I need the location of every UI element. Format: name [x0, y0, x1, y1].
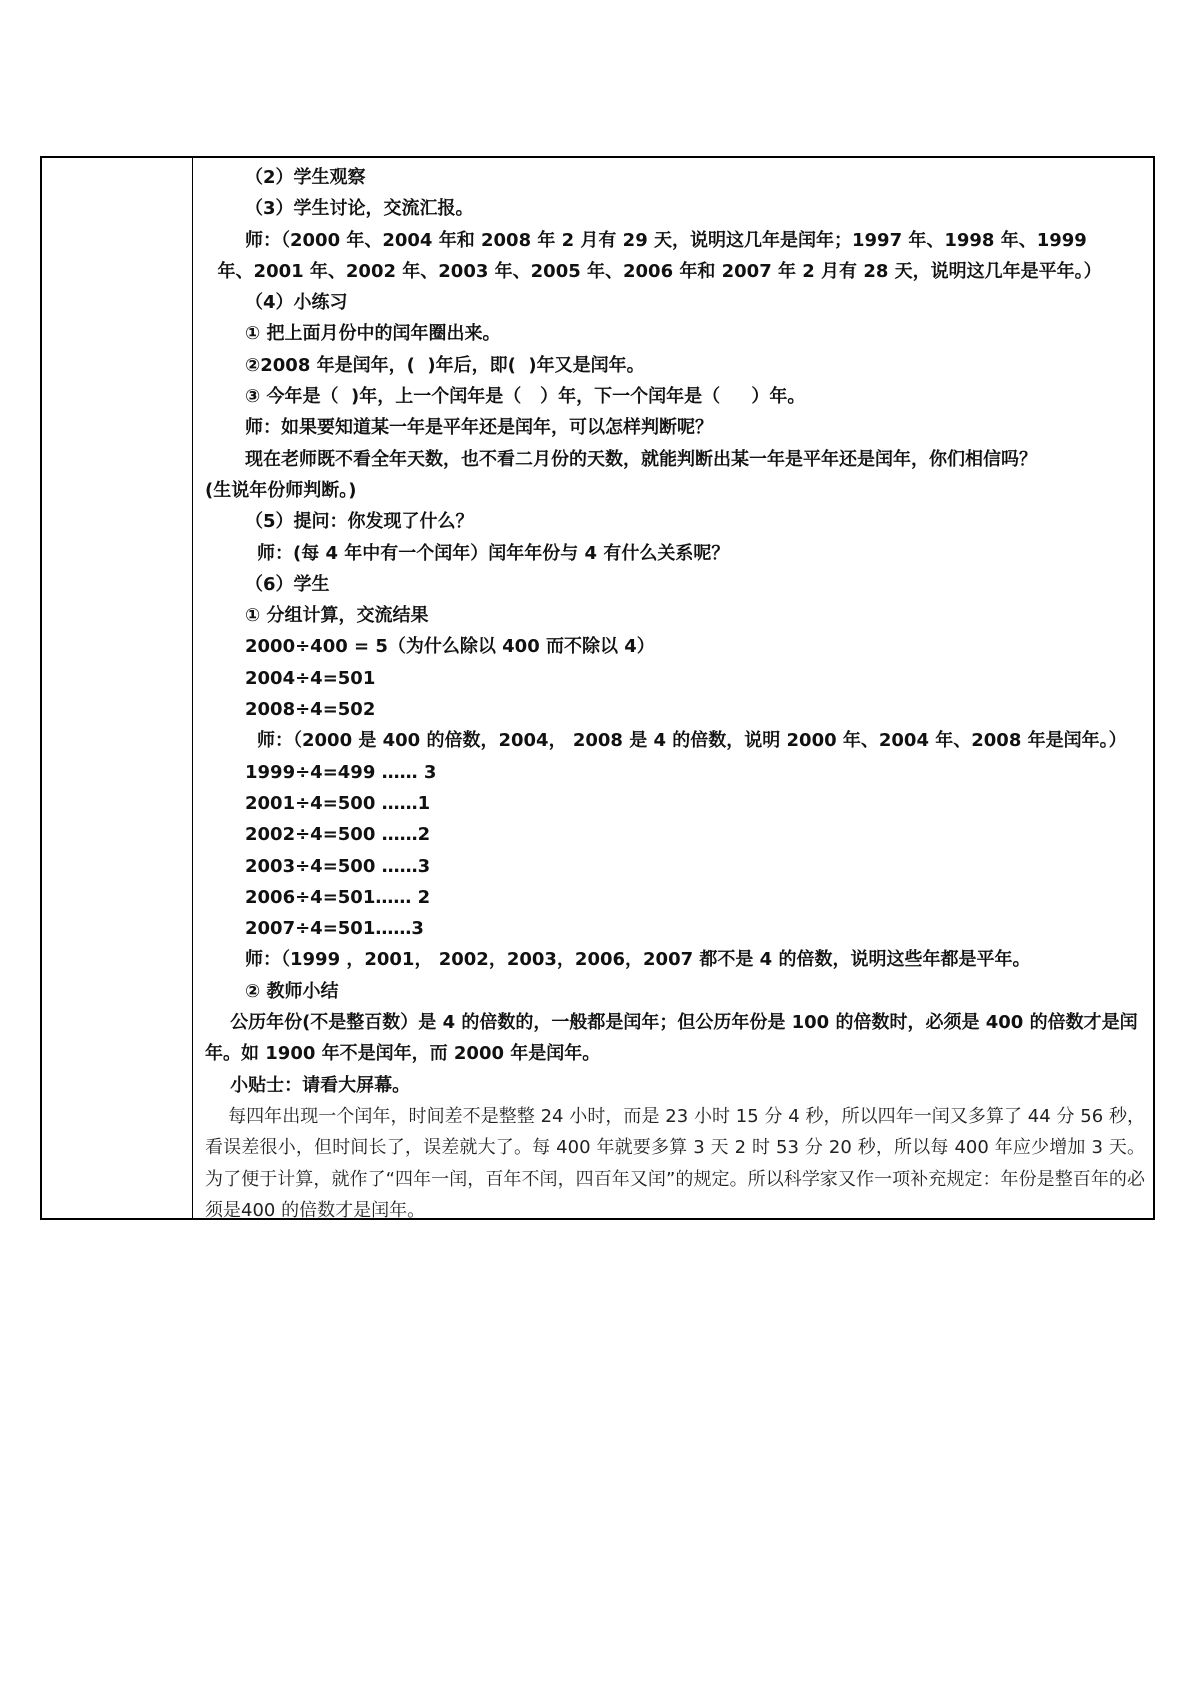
content-line: 1999÷4=499 …… 3 — [245, 761, 437, 783]
tip-label: 小贴士：请看大屏幕。 — [205, 1074, 411, 1096]
content-line: ③ 今年是（ )年，上一个闰年是（ ）年，下一个闰年是（ ）年。 — [245, 386, 806, 408]
content-line: （5）提问：你发现了什么？ — [245, 511, 474, 533]
content-line: 现在老师既不看全年天数，也不看二月份的天数，就能判断出某一年是平年还是闰年，你们相信吗？ — [245, 448, 1037, 470]
content-line: 2006÷4=501…… 2 — [245, 886, 431, 908]
content-line: ① 把上面月份中的闰年圈出来。 — [245, 323, 501, 345]
content-line: 师：（2000 是 400 的倍数，2004， 2008 是 4 的倍数，说明 2000 年、2004 年、2008 年是闰年。） — [257, 730, 1127, 752]
content-line: （4）小练习 — [245, 292, 348, 314]
content-line: （2）学生观察 — [245, 167, 366, 188]
content-line: 2000÷400 = 5（为什么除以 400 而不除以 4） — [245, 636, 655, 658]
content-line: 年、2001 年、2002 年、2003 年、2005 年、2006 年和 2007 年 2 月有 28 天，说明这几年是平年。） — [205, 260, 1102, 282]
content-line: 2001÷4=500 ……1 — [245, 792, 431, 814]
content-line: ②2008 年是闰年，( )年后，即( )年又是闰年。 — [245, 354, 645, 376]
empty-label-column — [42, 158, 193, 1218]
lesson-table — [40, 156, 1155, 1220]
lesson-content — [193, 158, 1153, 1221]
content-line: （3）学生讨论，交流汇报。 — [245, 198, 474, 220]
tip-paragraph: 每四年出现一个闰年，时间差不是整整 24 小时，而是 23 小时 15 分 4 秒，所以四年一闰又多算了 44 分 56 秒，看误差很小，但时间长了，误差就大了。每 400 年就要多算 3 天 2 时 53 分 20 秒，所以每 400 年应少增加 3 天。为了便于计算，就作了“四年一闰，百年不闰，四百年又闰”的规定。所以科学家又作一项补充规定：年份是整百年的必须是400 的倍数才是闰年。 — [205, 1105, 1145, 1221]
lesson-lines — [205, 162, 1145, 1007]
content-line: ② 教师小结 — [245, 980, 339, 1002]
content-line: 2007÷4=501……3 — [245, 918, 424, 940]
content-line: 2003÷4=500 ……3 — [245, 855, 431, 877]
content-line: 师：（2000 年、2004 年和 2008 年 2 月有 29 天，说明这几年是闰年；1997 年、1998 年、1999 — [245, 229, 1087, 251]
content-line: 师：(每 4 年中有一个闰年）闰年年份与 4 有什么关系呢？ — [257, 542, 730, 564]
content-line: 师：（1999 ，2001， 2002，2003，2006，2007 都不是 4 的倍数，说明这些年都是平年。 — [245, 949, 1031, 971]
content-line: (生说年份师判断。) — [205, 479, 357, 501]
content-line: 2004÷4=501 — [245, 667, 376, 689]
summary-paragraph: 公历年份(不是整百数）是 4 的倍数的，一般都是闰年；但公历年份是 100 的倍数时，必须是 400 的倍数才是闰年。如 1900 年不是闰年，而 2000 年是闰年。 — [205, 1012, 1138, 1065]
content-line: 2008÷4=502 — [245, 699, 376, 721]
content-line: ① 分组计算，交流结果 — [245, 605, 429, 627]
content-line: （6）学生 — [245, 573, 330, 595]
content-line: 2002÷4=500 ……2 — [245, 824, 431, 846]
content-line: 师：如果要知道某一年是平年还是闰年，可以怎样判断呢？ — [245, 417, 713, 439]
